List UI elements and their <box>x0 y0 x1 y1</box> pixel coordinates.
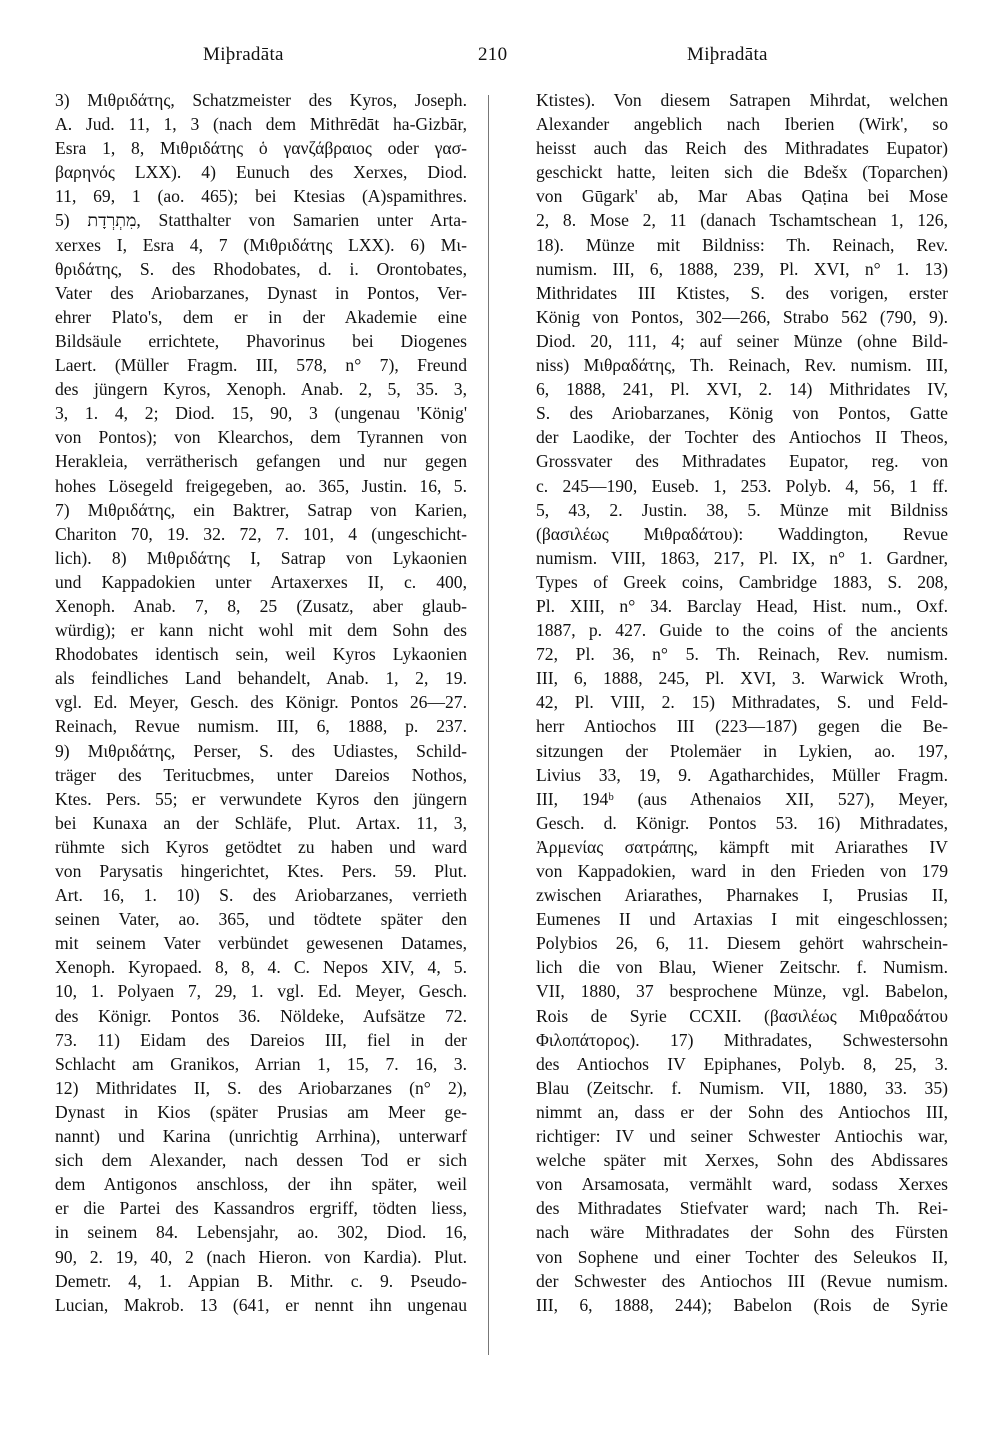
text-line: von Gūgark' ab, Mar Abas Qaṭina bei Mose <box>536 186 948 207</box>
text-line: des Mithradates Stiefvater ward; nach Th. Rei- <box>536 1198 948 1219</box>
page-number: 210 <box>478 44 508 65</box>
text-line: (βασιλέως Μιθραδάτου): Waddington, Revue <box>536 523 948 544</box>
text-line: Xenoph. Kyropaed. 8, 8, 4. C. Nepos XIV, 4, 5. <box>55 957 467 978</box>
text-line: mit seinem Vater verbündet gewesenen Datames, <box>55 933 467 954</box>
text-line: Esra 1, 8, Μιθριδάτης ὁ γανζάβραιος oder γασ- <box>55 138 467 159</box>
text-line: Vater des Ariobarzanes, Dynast in Pontos, Ver- <box>55 282 467 303</box>
text-line: lich die von Blau, Wiener Zeitschr. f. Numism. <box>536 957 948 978</box>
text-line: hohes Lösegeld freigegeben, ao. 365, Justin. 16, 5. <box>55 475 467 496</box>
text-line: θριδάτης, S. des Rhodobates, d. i. Orontobates, <box>55 258 467 279</box>
text-line: Dynast in Kios (später Prusias am Meer ge- <box>55 1101 467 1122</box>
text-line: zwischen Ariarathes, Pharnakes I, Prusias II, <box>536 885 948 906</box>
text-line: Chariton 70, 19. 32. 72, 7. 101, 4 (ungeschicht- <box>55 523 467 544</box>
text-line: 7) Μιθριδάτης, ein Baktrer, Satrap von Karien, <box>55 499 467 520</box>
text-line: des Königr. Pontos 36. Nöldeke, Aufsätze 72. <box>55 1005 467 1026</box>
text-line: Ἀρμενίας σατράπης, kämpft mit Ariarathes IV <box>536 836 948 857</box>
text-line: VII, 1880, 37 besprochene Münze, vgl. Babelon, <box>536 981 948 1002</box>
text-line: numism. III, 6, 1888, 239, Pl. XVI, n° 1. 13) <box>536 258 948 279</box>
text-line: rühmte sich Kyros getödtet zu haben und ward <box>55 836 467 857</box>
text-line: König von Pontos, 302—266, Strabo 562 (790, 9). <box>536 306 948 327</box>
text-line: bei Kunaxa an der Schläfe, Plut. Artax. 11, 3, <box>55 812 467 833</box>
text-line: III, 6, 1888, 244); Babelon (Rois de Syrie <box>536 1294 948 1315</box>
text-line: Bildsäule errichtete, Phavorinus bei Diogenes <box>55 330 467 351</box>
text-line: 3) Μιθριδάτης, Schatzmeister des Kyros, Joseph. <box>55 90 467 110</box>
text-line: von Arsamosata, vermählt ward, sodass Xerxes <box>536 1174 948 1195</box>
text-line: von Pontos); von Klearchos, dem Tyrannen von <box>55 427 467 448</box>
text-line: Gesch. d. Königr. Pontos 53. 16) Mithradates, <box>536 812 948 833</box>
text-line: nach wäre Mithradates der Sohn des Fürsten <box>536 1222 948 1243</box>
text-line: Polybios 26, 6, 11. Diesem gehört wahrschein- <box>536 933 948 954</box>
text-line: Rhodobates identisch sein, weil Kyros Lykaonien <box>55 644 467 665</box>
text-line: herr Antiochos III (223—187) gegen die Be- <box>536 716 948 737</box>
text-line: Art. 16, 1. 10) S. des Ariobarzanes, verrieth <box>55 885 467 906</box>
header-right-title: Miþradāta <box>687 44 768 65</box>
text-line: 42, Pl. VIII, 2. 15) Mithradates, S. und Feld- <box>536 692 948 713</box>
text-line: von Kappadokien, ward in den Frieden von 179 <box>536 861 948 881</box>
text-line: welche später mit Xerxes, Sohn des Abdissares <box>536 1150 948 1171</box>
text-line: Diod. 20, 111, 4; auf seiner Münze (ohne Bild- <box>536 330 948 351</box>
text-line: in seinem 84. Lebensjahr, ao. 302, Diod. 16, <box>55 1222 467 1243</box>
text-line: würdig); er kann nicht wohl mit dem Sohn des <box>55 620 467 641</box>
text-line: geschickt hatte, leiten sich die Bdešx (Toparchen) <box>536 162 948 183</box>
text-line: Ktes. Pers. 55; er verwundete Kyros den jüngern <box>55 788 467 809</box>
text-line: von Parysatis hingerichtet, Ktes. Pers. 59. Plut. <box>55 861 467 881</box>
text-line: 3, 1. 4, 2; Diod. 15, 90, 3 (ungenau 'König' <box>55 403 467 424</box>
text-line: Reinach, Revue numism. III, 6, 1888, p. 237. <box>55 716 467 737</box>
text-line: III, 6, 1888, 245, Pl. XVI, 3. Warwick Wroth, <box>536 668 948 689</box>
text-line: vgl. Ed. Meyer, Gesch. des Königr. Pontos 26—27. <box>55 692 467 713</box>
text-line: 90, 2. 19, 40, 2 (nach Hieron. von Kardia). Plut. <box>55 1246 467 1267</box>
text-line: der Schwester des Antiochos III (Revue numism. <box>536 1270 948 1291</box>
text-line: βαρηνός LXX). 4) Eunuch des Xerxes, Diod. <box>55 162 467 183</box>
text-line: Laert. (Müller Fragm. III, 578, n° 7), Freund <box>55 355 467 376</box>
text-line: sitzungen der Ptolemäer in Lykien, ao. 197, <box>536 740 948 761</box>
text-line: 73. 11) Eidam des Dareios III, fiel in der <box>55 1029 467 1050</box>
text-line: richtiger: IV und seiner Schwester Antiochis war, <box>536 1126 948 1147</box>
text-line: Grossvater des Mithradates Eupator, reg. von <box>536 451 948 472</box>
text-line: 6, 1888, 241, Pl. XVI, 2. 14) Mithridates IV, <box>536 379 948 400</box>
text-line: S. des Ariobarzanes, König von Pontos, Gatte <box>536 403 948 424</box>
text-line: dem Antigonos anschloss, der ihn später, weil <box>55 1174 467 1195</box>
text-line: Demetr. 4, 1. Appian B. Mithr. c. 9. Pseudo- <box>55 1270 467 1291</box>
text-line: heisst auch das Reich des Mithradates Eupator) <box>536 138 948 159</box>
text-line: Xenoph. Anab. 7, 8, 25 (Zusatz, aber glaub- <box>55 595 467 616</box>
text-line: als feindliches Land behandelt, Anab. 1, 2, 19. <box>55 668 467 689</box>
text-line: Schlacht am Granikos, Arrian 1, 15, 7. 16, 3. <box>55 1053 467 1074</box>
text-line: Types of Greek coins, Cambridge 1883, S. 208, <box>536 571 948 592</box>
header-left-title: Miþradāta <box>203 44 284 65</box>
right-text-column <box>536 88 948 1317</box>
text-line: nannt) und Karina (unrichtig Arrhina), unterwarf <box>55 1126 467 1147</box>
text-line: 12) Mithridates II, S. des Ariobarzanes (n° 2), <box>55 1077 467 1098</box>
text-line: der Laodike, der Tochter des Antiochos II Theos, <box>536 427 948 448</box>
text-line: xerxes I, Esra 4, 7 (Μιθριδάτης LXX). 6) Μι- <box>55 234 467 255</box>
left-text-column <box>55 88 467 1317</box>
text-line: lich). 8) Μιθριδάτης I, Satrap von Lykaonien <box>55 547 467 568</box>
text-line: und Kappadokien unter Artaxerxes II, c. 400, <box>55 571 467 592</box>
text-line: ehrer Plato's, dem er in der Akademie eine <box>55 306 467 327</box>
text-line: Alexander angeblich nach Iberien (Wirk', so <box>536 114 948 135</box>
text-line: nimmt an, dass er der Sohn des Antiochos III, <box>536 1101 948 1122</box>
text-line: Livius 33, 19, 9. Agatharchides, Müller Fragm. <box>536 764 948 785</box>
text-line: des jüngern Kyros, Xenoph. Anab. 2, 5, 35. 3, <box>55 379 467 400</box>
text-line: des Antiochos IV Epiphanes, Polyb. 8, 25, 3. <box>536 1053 948 1074</box>
text-line: sich dem Alexander, nach dessen Tod er sich <box>55 1150 467 1171</box>
text-line: Eumenes II und Artaxias I mit eingeschlossen; <box>536 909 948 930</box>
text-line: Φιλοπάτορος). 17) Mithradates, Schwestersohn <box>536 1029 948 1050</box>
text-line: 72, Pl. 36, n° 5. Th. Reinach, Rev. numism. <box>536 644 948 665</box>
text-line: 18). Münze mit Bildniss: Th. Reinach, Rev. <box>536 234 948 255</box>
text-line: 11, 69, 1 (ao. 465); bei Ktesias (A)spamithres. <box>55 186 467 207</box>
text-line: Herakleia, verrätherisch gefangen und nur gegen <box>55 451 467 472</box>
text-line: 9) Μιθριδάτης, Perser, S. des Udiastes, Schild- <box>55 740 467 761</box>
text-line: niss) Μιθραδάτης, Th. Reinach, Rev. numism. III, <box>536 355 948 376</box>
text-line: 2, 8. Mose 2, 11 (danach Tschamtschean 1, 126, <box>536 210 948 231</box>
text-line: seinen Vater, ao. 365, und tödtete später den <box>55 909 467 930</box>
text-line: 1887, p. 427. Guide to the coins of the ancients <box>536 620 948 641</box>
text-line: träger des Teritucbmes, unter Dareios Nothos, <box>55 764 467 785</box>
text-line: Mithridates III Ktistes, S. des vorigen, erster <box>536 282 948 303</box>
text-line: Pl. XIII, n° 34. Barclay Head, Hist. num., Oxf. <box>536 595 948 616</box>
text-line: III, 194ᵇ (aus Athenaios XII, 527), Meyer, <box>536 788 948 809</box>
text-line: c. 245—190, Euseb. 1, 253. Polyb. 4, 56, 1 ff. <box>536 475 948 496</box>
text-line: Blau (Zeitschr. f. Numism. VII, 1880, 33. 35) <box>536 1077 948 1098</box>
text-line: Lucian, Makrob. 13 (641, er nennt ihn ungenau <box>55 1294 467 1315</box>
text-line: 10, 1. Polyaen 7, 29, 1. vgl. Ed. Meyer, Gesch. <box>55 981 467 1002</box>
text-line: Ktistes). Von diesem Satrapen Mihrdat, welchen <box>536 90 948 110</box>
column-divider <box>488 95 489 1355</box>
text-line: numism. VIII, 1863, 217, Pl. IX, n° 1. Gardner, <box>536 547 948 568</box>
text-line: 5, 43, 2. Justin. 38, 5. Münze mit Bildniss <box>536 499 948 520</box>
text-line: 5) מִתְרְדָת, Statthalter von Samarien unter Arta- <box>55 210 467 231</box>
text-line: von Sophene und einer Tochter des Seleukos II, <box>536 1246 948 1267</box>
text-line: A. Jud. 11, 1, 3 (nach dem Mithrēdāt ha-Gizbār, <box>55 114 467 135</box>
text-line: Rois de Syrie CCXII. (βασιλέως Μιθραδάτου <box>536 1005 948 1026</box>
text-line: er die Partei des Kassandros ergriff, tödten liess, <box>55 1198 467 1219</box>
running-header <box>0 44 1000 74</box>
